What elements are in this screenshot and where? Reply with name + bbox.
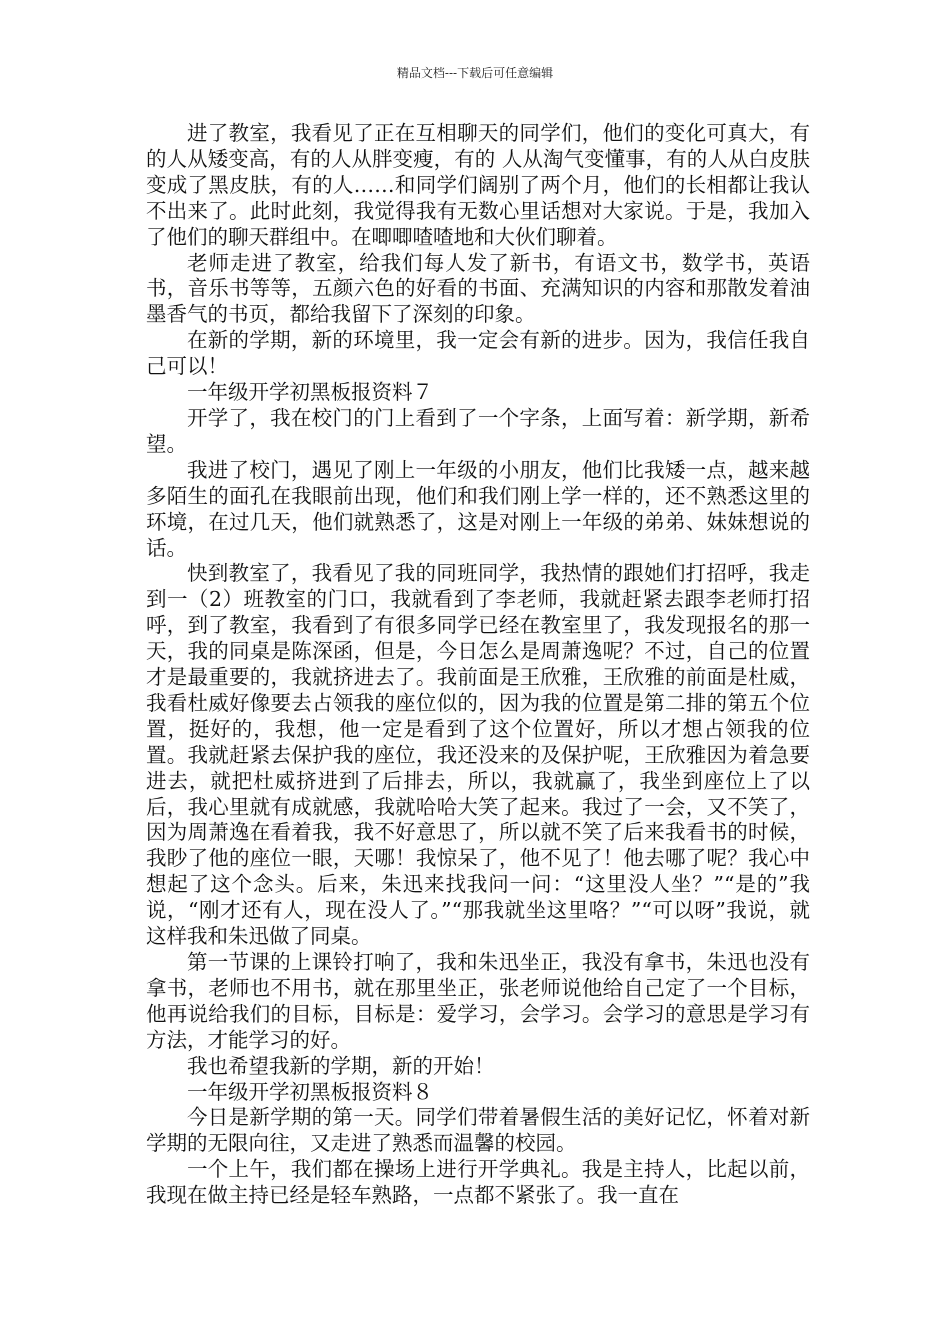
- paragraph: 我进了校门，遇见了刚上一年级的小朋友，他们比我矮一点，越来越多陌生的面孔在我眼前出现，他们和我们刚上学一样的，还不熟悉这里的环境，在过几天，他们就熟悉了，这是对刚上一年级的弟弟、妹妹想说的话。: [146, 457, 810, 560]
- paragraph: 快到教室了，我看见了我的同班同学，我热情的跟她们打招呼，我走到一（2）班教室的门口，我就看到了李老师，我就赶紧去跟李老师打招呼，到了教室，我看到了有很多同学已经在教室里了，我发现报名的那一天，我的同桌是陈深函，但是，今日怎么是周萧逸呢？不过，自己的位置才是最重要的，我就挤进去了。我前面是王欣雅，王欣雅的前面是杜威，我看杜威好像要去占领我的座位似的，因为我的位置是第二排的第五个位置，挺好的，我想，他一定是看到了这个位置好，所以才想占领我的位置。我就赶紧去保护我的座位，我还没来的及保护呢，王欣雅因为着急要进去，就把杜威挤进到了后排去，所以，我就赢了，我坐到座位上了以后，我心里就有成就感，我就哈哈大笑了起来。我过了一会，又不笑了，因为周萧逸在看着我，我不好意思了，所以就不笑了后来我看书的时候，我眇了他的座位一眼，天哪！我惊呆了，他不见了！他去哪了呢？我心中想起了这个念头。后来，朱迅来找我问一问：“这里没人坐？”“是的”我说，“刚才还有人，现在没人了。”“那我就坐这里咯？”“可以呀”我说，就这样我和朱迅做了同桌。: [146, 561, 810, 949]
- paragraph: 开学了，我在校门的门上看到了一个字条，上面写着：新学期，新希望。: [146, 405, 810, 456]
- paragraph: 进了教室，我看见了正在互相聊天的同学们，他们的变化可真大，有的人从矮变高，有的人从胖变瘦，有的 人从淘气变懂事，有的人从白皮肤变成了黑皮肤，有的人……和同学们阔别了两个月，他们的长相都让我认不出来了。此时此刻，我觉得我有无数心里话想对大家说。于是，我加入了他们的聊天群组中。在唧唧喳喳地和大伙们聊着。: [146, 121, 810, 249]
- page-header: 精品文档---下载后可任意编辑: [396, 66, 554, 80]
- paragraph: 一个上午，我们都在操场上进行开学典礼。我是主持人，比起以前，我现在做主持已经是轻车熟路，一点都不紧张了。我一直在: [146, 1157, 810, 1208]
- paragraph: 老师走进了教室，给我们每人发了新书，有语文书，数学书，英语书，音乐书等等，五颜六色的好看的书面、充满知识的内容和那散发着油墨香气的书页，都给我留下了深刻的印象。: [146, 250, 810, 327]
- section-heading: 一年级开学初黑板报资料７: [187, 380, 433, 405]
- paragraph: 我也希望我新的学期，新的开始！: [187, 1053, 495, 1078]
- paragraph: 第一节课的上课铃打响了，我和朱迅坐正，我没有拿书，朱迅也没有拿书，老师也不用书，就在那里坐正，张老师说他给自己定了一个目标，他再说给我们的目标，目标是：爱学习，会学习。会学习的意思是学习有方法，才能学习的好。: [146, 950, 810, 1052]
- section-heading: 一年级开学初黑板报资料８: [187, 1079, 433, 1104]
- document-body: [146, 121, 810, 1209]
- paragraph: 在新的学期，新的环境里，我一定会有新的进步。因为，我信任我自己可以！: [146, 328, 810, 379]
- paragraph: 今日是新学期的第一天。同学们带着暑假生活的美好记忆，怀着对新学期的无限向往，又走进了熟悉而温馨的校园。: [146, 1105, 810, 1156]
